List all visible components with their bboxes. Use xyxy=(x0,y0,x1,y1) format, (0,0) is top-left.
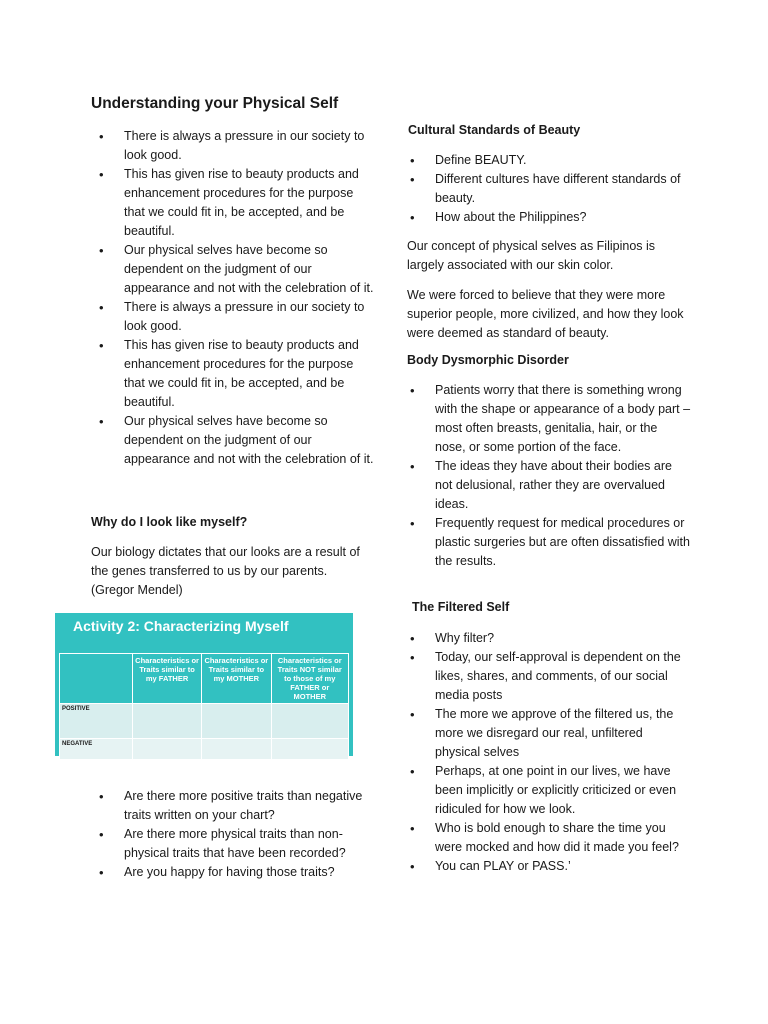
cultural-heading: Cultural Standards of Beauty xyxy=(408,123,581,137)
bdd-heading: Body Dysmorphic Disorder xyxy=(407,353,569,367)
list-item: • This has given rise to beauty products and enhancement procedures for the purpose that we could fit in, be accepted, and be beautiful. xyxy=(90,336,375,412)
page-title: Understanding your Physical Self xyxy=(91,95,339,112)
list-item: • Are you happy for having those traits? xyxy=(90,863,375,882)
list-item: • Who is bold enough to share the time you were mocked and how did it made you feel? xyxy=(401,819,691,857)
filtered-bullet-list xyxy=(401,629,691,876)
table-cell xyxy=(271,704,348,739)
table-cell xyxy=(271,739,348,760)
list-item: • Perhaps, at one point in our lives, we have been implicitly or explicitly criticized or even ridiculed for how we look. xyxy=(401,762,691,819)
list-item: • The more we approve of the filtered us, the more we disregard our real, unfiltered physical selves xyxy=(401,705,691,762)
activity-title: Activity 2: Characterizing Myself xyxy=(73,618,289,634)
list-item: • There is always a pressure in our society to look good. xyxy=(90,298,375,336)
table-header-not-similar: Characteristics or Traits NOT similar to those of my FATHER or MOTHER xyxy=(271,654,348,704)
list-item: • Our physical selves have become so dependent on the judgment of our appearance and not with the celebration of it. xyxy=(90,412,375,469)
table-cell xyxy=(202,704,271,739)
why-paragraph: Our biology dictates that our looks are a result of the genes transferred to us by our parents. (Gregor Mendel) xyxy=(91,545,360,597)
row-label-negative: NEGATIVE xyxy=(60,739,133,760)
list-item: • Why filter? xyxy=(401,629,691,648)
list-item: • Are there more physical traits than non-physical traits that have been recorded? xyxy=(90,825,375,863)
table-row xyxy=(60,739,349,760)
list-item: • This has given rise to beauty products and enhancement procedures for the purpose that we could fit in, be accepted, and be beautiful. xyxy=(90,165,375,241)
row-label-positive: POSITIVE xyxy=(60,704,133,739)
table-cell xyxy=(133,739,202,760)
list-item: • The ideas they have about their bodies are not delusional, rather they are overvalued ideas. xyxy=(401,457,691,514)
why-heading: Why do I look like myself? xyxy=(91,515,248,529)
table-cell xyxy=(133,704,202,739)
list-item: • Are there more positive traits than negative traits written on your chart? xyxy=(90,787,375,825)
list-item: • How about the Philippines? xyxy=(401,208,691,227)
intro-bullet-list xyxy=(90,127,375,469)
activity-table-image xyxy=(55,613,353,756)
superiority-paragraph: We were forced to believe that they were more superior people, more civilized, and how they look were deemed as standard of beauty. xyxy=(407,288,684,340)
list-item: • Today, our self-approval is dependent on the likes, shares, and comments, of our social media posts xyxy=(401,648,691,705)
table-header-father: Characteristics or Traits similar to my FATHER xyxy=(133,654,202,704)
filtered-self-heading: The Filtered Self xyxy=(412,600,510,614)
list-item: • Different cultures have different standards of beauty. xyxy=(401,170,691,208)
question-bullet-list xyxy=(90,787,375,882)
filipino-skin-paragraph: Our concept of physical selves as Filipinos is largely associated with our skin color. xyxy=(407,239,656,272)
table-cell xyxy=(202,739,271,760)
list-item: • Define BEAUTY. xyxy=(401,151,691,170)
activity-table xyxy=(59,653,349,760)
table-row xyxy=(60,704,349,739)
table-header-mother: Characteristics or Traits similar to my MOTHER xyxy=(202,654,271,704)
bdd-bullet-list xyxy=(401,381,691,571)
list-item: • Frequently request for medical procedures or plastic surgeries but are often dissatisfied with the results. xyxy=(401,514,691,571)
list-item: • You can PLAY or PASS.’ xyxy=(401,857,691,876)
cultural-bullet-list xyxy=(401,151,691,227)
list-item: • Our physical selves have become so dependent on the judgment of our appearance and not with the celebration of it. xyxy=(90,241,375,298)
list-item: • Patients worry that there is something wrong with the shape or appearance of a body part – most often breasts, genitalia, hair, or the nose, or some portion of the face. xyxy=(401,381,691,457)
list-item: • There is always a pressure in our society to look good. xyxy=(90,127,375,165)
table-corner-cell xyxy=(60,654,133,704)
